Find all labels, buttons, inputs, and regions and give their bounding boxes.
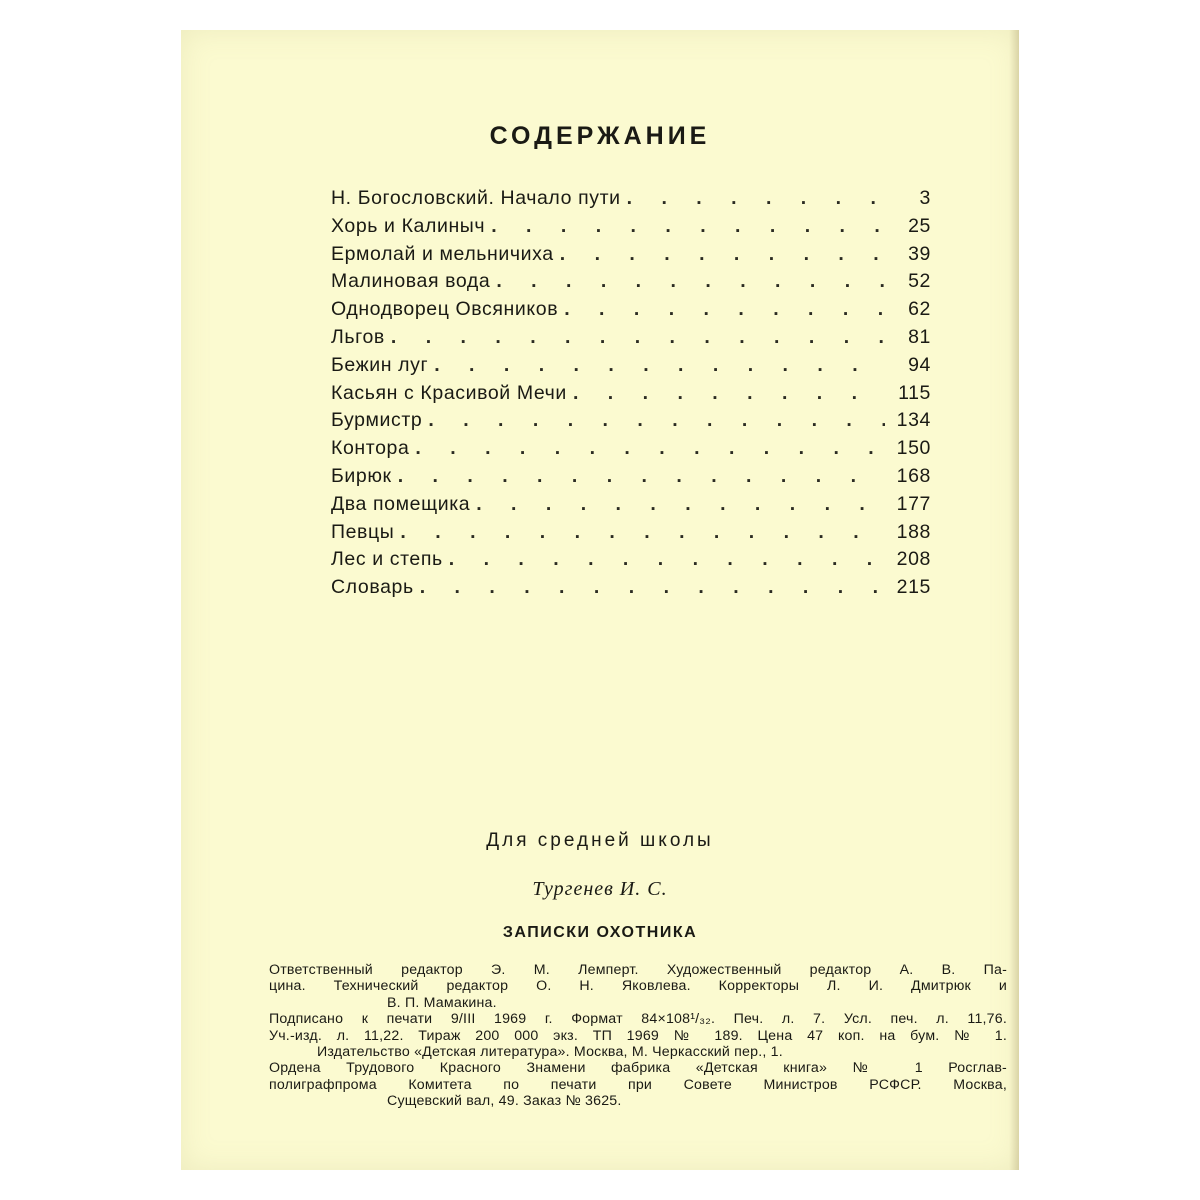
toc-entry-page: 134 [896, 409, 931, 432]
colophon-line: Издательство «Детская литература». Москва, М. Черкасский пер., 1. [317, 1044, 783, 1061]
toc-entry-title: Бурмистр [331, 409, 423, 432]
book-title: ЗАПИСКИ ОХОТНИКА [502, 924, 698, 941]
toc-entry [331, 493, 931, 521]
colophon-line: Сущевский вал, 49. Заказ № 3625. [387, 1093, 622, 1110]
toc-entry-title: Бирюк [331, 464, 392, 487]
colophon-line: Подписано к печати 9/III 1969 г. Формат 84×108¹/₃₂. Печ. л. 7. Усл. печ. л. 11,76. [269, 1011, 1007, 1028]
toc-entry-title: Однодворец Овсяников [331, 298, 559, 321]
toc-entry-title: Певцы [331, 520, 395, 543]
colophon-line: Уч.-изд. л. 11,22. Тираж 200 000 экз. ТП 1969 № 189. Цена 47 коп. на бум. № 1. [269, 1027, 1007, 1044]
toc-entry [331, 270, 931, 298]
toc-entry [331, 548, 931, 576]
toc-entry-title: Бежин луг [331, 353, 429, 376]
table-of-contents [331, 187, 931, 604]
colophon-line: Ордена Трудового Красного Знамени фабрика «Детская книга» № 1 Росглав- [269, 1060, 1007, 1077]
page-edge-shadow [1009, 30, 1019, 1170]
toc-entry-title: Контора [331, 437, 410, 460]
colophon-line: В. П. Мамакина. [387, 994, 497, 1011]
dot-leader [415, 437, 885, 460]
toc-entry-page: 3 [919, 187, 931, 209]
toc-entry-title: Хорь и Калиныч [331, 214, 486, 237]
toc-entry [331, 298, 931, 326]
toc-entry-page: 25 [908, 214, 931, 237]
audience-note: Для средней школы [486, 830, 714, 851]
dot-leader [564, 298, 885, 321]
toc-entry [331, 187, 931, 215]
dot-leader [627, 187, 885, 210]
dot-leader [496, 270, 885, 293]
dot-leader [560, 243, 885, 266]
dot-leader [491, 215, 885, 238]
contents-heading: СОДЕРЖАНИЕ [489, 122, 711, 150]
dot-leader [400, 521, 885, 544]
toc-entry-title: Словарь [331, 576, 414, 599]
toc-entry-page: 150 [896, 437, 931, 460]
toc-entry [331, 243, 931, 271]
author-name: Тургенев И. С. [532, 878, 668, 900]
dot-leader [573, 382, 885, 405]
toc-entry-title: Лес и степь [331, 548, 443, 571]
dot-leader [398, 465, 885, 488]
colophon-line: полиграфпрома Комитета по печати при Совете Министров РСФСР. Москва, [269, 1076, 1007, 1093]
dot-leader [420, 576, 885, 599]
toc-entry-page: 215 [896, 576, 931, 599]
book-page [181, 30, 1019, 1170]
toc-entry-page: 168 [896, 464, 931, 487]
toc-entry-title: Малиновая вода [331, 270, 491, 293]
toc-entry-page: 188 [896, 520, 931, 543]
toc-entry-page: 94 [908, 353, 931, 376]
toc-entry [331, 437, 931, 465]
toc-entry-title: Два помещика [331, 492, 471, 515]
toc-entry [331, 326, 931, 354]
toc-entry-page: 115 [898, 381, 931, 404]
toc-entry [331, 409, 931, 437]
dot-leader [434, 354, 885, 377]
toc-entry-page: 62 [908, 298, 931, 321]
toc-entry [331, 465, 931, 493]
toc-entry-title: Н. Богословский. Начало пути [331, 187, 621, 209]
toc-entry [331, 215, 931, 243]
dot-leader [476, 493, 885, 516]
toc-entry [331, 576, 931, 604]
colophon-line: цина. Технический редактор О. Н. Яковлева. Корректоры Л. И. Дмитрюк и [269, 978, 1007, 995]
toc-entry [331, 382, 931, 410]
colophon-line: Ответственный редактор Э. М. Лемперт. Художественный редактор А. В. Па- [269, 962, 1007, 978]
toc-entry-title: Касьян с Красивой Мечи [331, 381, 567, 404]
dot-leader [449, 548, 885, 571]
toc-entry-title: Льгов [331, 325, 385, 348]
toc-entry [331, 521, 931, 549]
toc-entry-page: 39 [908, 242, 931, 265]
colophon [269, 962, 1007, 1110]
toc-entry-page: 52 [908, 270, 931, 293]
toc-entry-page: 177 [896, 492, 931, 515]
dot-leader [428, 409, 885, 432]
toc-entry-page: 208 [896, 548, 931, 571]
toc-entry-page: 81 [908, 325, 931, 348]
dot-leader [391, 326, 885, 349]
toc-entry [331, 354, 931, 382]
toc-entry-title: Ермолай и мельничиха [331, 242, 554, 265]
